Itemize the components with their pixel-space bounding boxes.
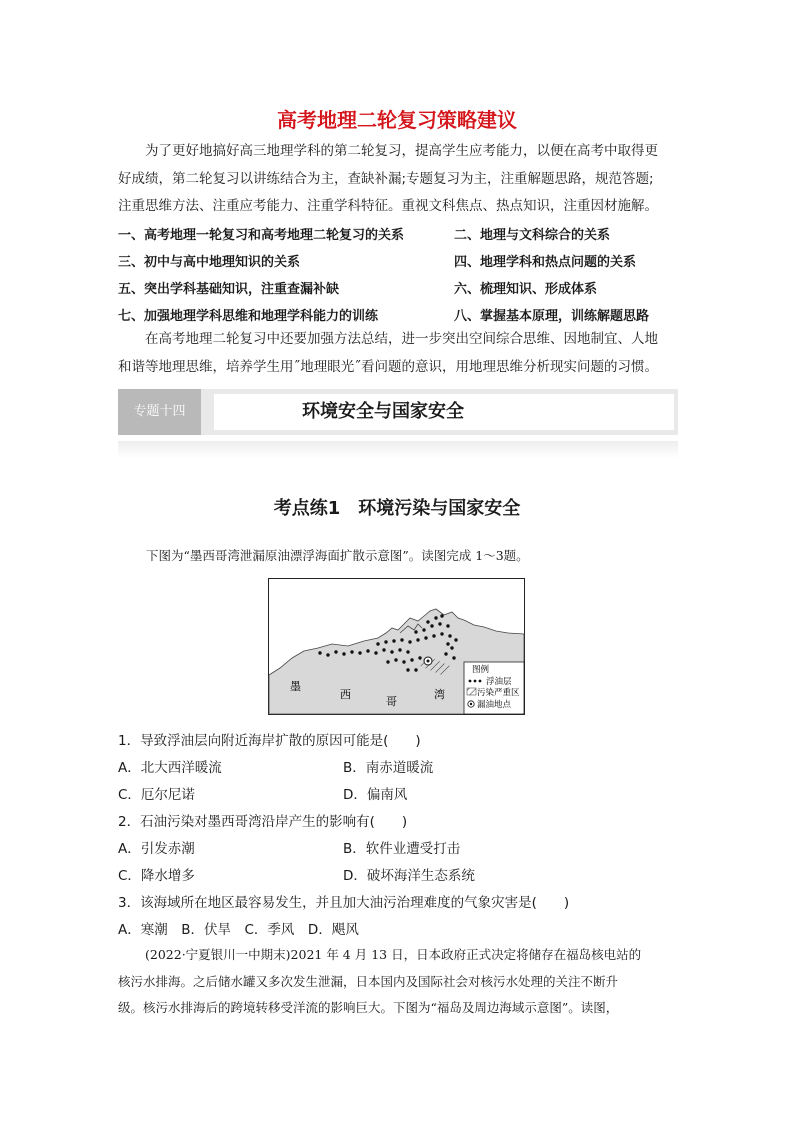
section-item: 一、高考地理一轮复习和高考地理二轮复习的关系 [118,228,405,243]
section-item: 八、掌握基本原理，训练解题思路 [454,309,650,324]
passage [118,942,678,1022]
closing-paragraph [118,326,678,381]
legend-title: 图例 [472,665,490,675]
question-1-options [118,756,678,778]
closing-line: 在高考地理二轮复习中还要加强方法总结，进一步突出空间综合思维、因地制宜、人地 [145,331,658,347]
passage-line: 级。核污水排海后的跨境转移受洋流的影响巨大。下图为“福岛及周边海域示意图”。读图， [118,1000,619,1015]
question-1-stem: 1．导致浮油层向附近海岸扩散的原因可能是( ) [118,733,421,749]
place-char: 湾 [434,688,445,701]
section-item: 七、加强地理学科思维和地理学科能力的训练 [118,309,379,324]
section-list-row [118,224,678,250]
question-3-stem: 3．该海域所在地区最容易发生，并且加大油污治理难度的气象灾害是( ) [118,895,570,911]
option: B．软件业遭受打击 [343,841,461,857]
legend-item: 浮油层 [486,677,512,687]
question-3-options: A．寒潮 B．伏旱 C．季风 D．飓风 [118,922,359,938]
option: C．厄尔尼诺 [118,787,195,803]
section-item: 四、地理学科和热点问题的关系 [454,255,637,270]
question-2-options [118,837,678,859]
option: A．北大西洋暖流 [118,760,222,776]
section-list-row [118,278,678,304]
intro-line: 注重思维方法、注重应考能力、注重学科特征。重视文科焦点、热点知识，注重因材施解。 [118,198,658,214]
place-char: 墨 [290,680,301,693]
map-legend [464,662,524,714]
legend-dot-icon [469,680,472,683]
legend-spill-icon-center [470,703,472,705]
banner-shadow [118,441,678,459]
section-item: 五、突出学科基础知识，注重查漏补缺 [118,282,340,297]
question-2-stem: 2．石油污染对墨西哥湾沿岸产生的影响有( ) [118,814,408,830]
section-list-row [118,251,678,277]
legend-dot-icon [479,680,482,683]
intro-paragraph [118,138,678,221]
option: D．偏南风 [343,787,408,803]
option: D．破坏海洋生态系统 [343,868,475,884]
legend-hatch-icon [467,688,476,695]
legend-item: 漏油地点 [477,700,512,710]
option: C．降水增多 [118,868,195,884]
place-char: 西 [340,688,351,701]
section-item: 三、初中与高中地理知识的关系 [118,255,301,270]
question-2-options [118,864,678,886]
section-item: 六、梳理知识、形成体系 [454,282,598,297]
option: A．引发赤潮 [118,841,195,857]
passage-line: 核污水排海。之后储水罐又多次发生泄漏，日本国内及国际社会对核污水处理的关注不断升 [118,973,619,989]
page-title: 高考地理二轮复习策略建议 [277,108,517,132]
spill-site-marker-center [427,660,430,663]
intro-line: 好成绩，第二轮复习以讲练结合为主，查缺补漏;专题复习为主，注重解题思路，规范答题; [118,170,654,187]
legend-item: 污染严重区 [477,688,520,698]
map-intro: 下图为“墨西哥湾泄漏原油漂浮海面扩散示意图”。读图完成 1～3题。 [146,548,529,563]
topic-title: 环境安全与国家安全 [214,394,674,430]
intro-line: 为了更好地搞好高三地理学科的第二轮复习，提高学生应考能力，以便在高考中取得更 [145,143,658,159]
option: B．南赤道暖流 [343,760,434,776]
passage-line: (2022·宁夏银川一中期末)2021 年 4 月 13 日，日本政府正式决定将储存在福岛核电站的 [145,947,642,962]
topic-banner [118,389,678,435]
closing-line: 和谐等地理思维，培养学生用˝地理眼光˝看问题的意识，用地理思维分析现实问题的习惯。 [118,358,658,375]
legend-dot-icon [474,680,477,683]
gulf-oil-spill-map [268,578,525,715]
section-title: 考点练1 环境污染与国家安全 [273,498,521,519]
topic-tag: 专题十四 [118,389,201,435]
place-char: 哥 [386,695,397,708]
section-item: 二、地理与文科综合的关系 [454,228,611,243]
question-1-options [118,783,678,805]
